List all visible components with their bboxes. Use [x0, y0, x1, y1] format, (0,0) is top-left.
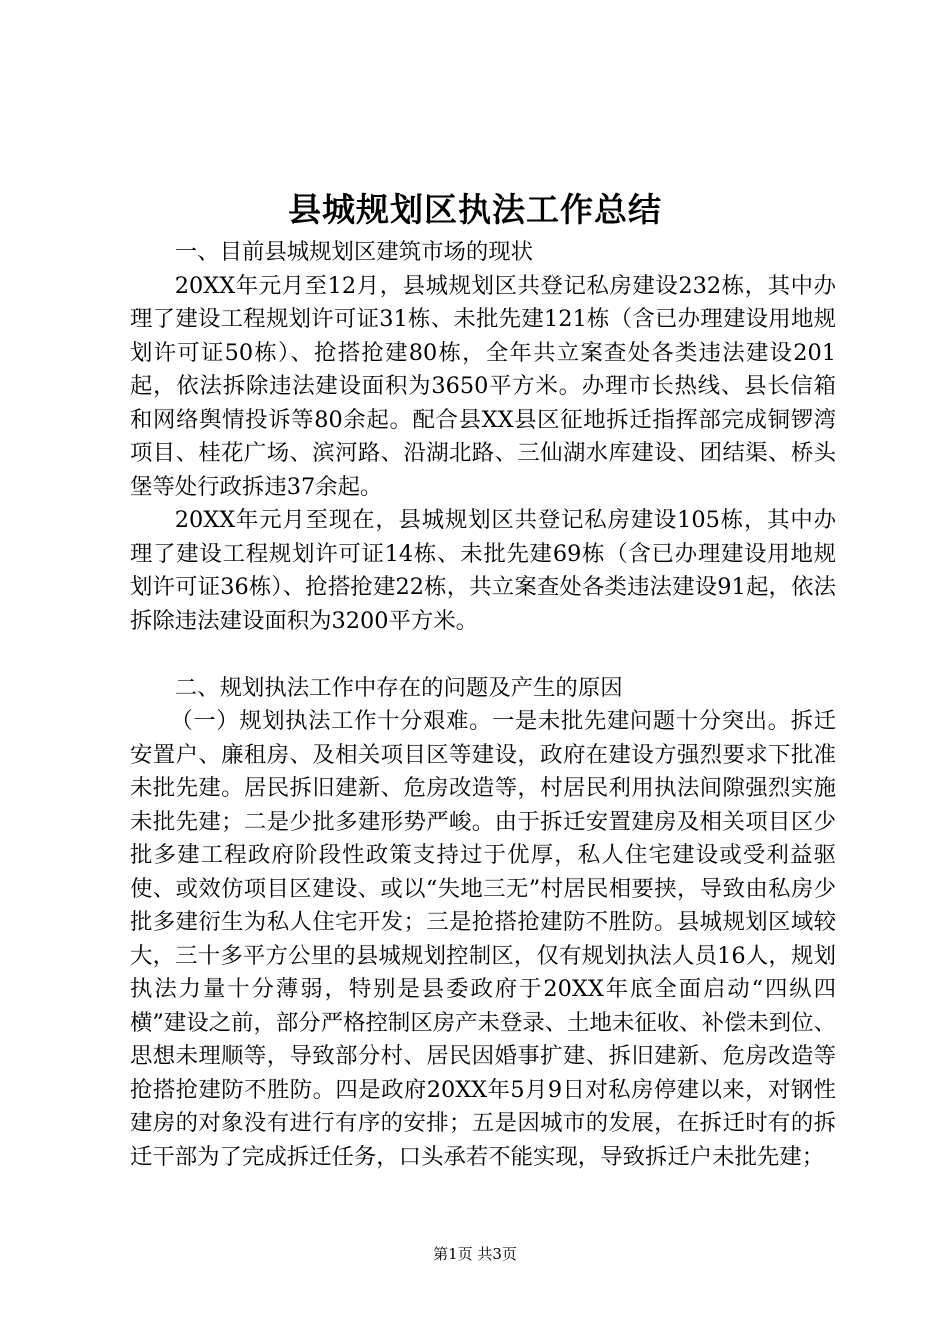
paragraph: 20XX年元月至现在，县城规划区共登记私房建设105栋，其中办理了建设工程规划许可证14栋、未批先建69栋（含已办理建设用地规划许可证36栋）、抢搭抢建22栋，共立案查处各类违法建设91起，依法拆除违法建设面积为3200平方米。 — [130, 507, 836, 634]
section-heading-1: 一、目前县城规划区建筑市场的现状 — [174, 239, 534, 265]
document-body — [130, 236, 836, 1174]
paragraph: 20XX年元月至12月，县城规划区共登记私房建设232栋，其中办理了建设工程规划许可证31栋、未批先建121栋（含已办理建设用地规划许可证50栋）、抢搭抢建80栋，全年共立案查处各类违法建设201起，依法拆除违法建设面积为3650平方米。办理市长热线、县长信箱和网络舆情投诉等80余起。配合县XX县区征地拆迁指挥部完成铜锣湾项目、桂花广场、滨河路、沿湖北路、三仙湖水库建设、团结渠、桥头堡等处行政拆违37余起。 — [130, 272, 836, 500]
section-heading-2: 二、规划执法工作中存在的问题及产生的原因 — [174, 674, 623, 701]
document-title: 县城规划区执法工作总结 — [288, 190, 662, 229]
page-footer: 第1页 共3页 — [433, 1245, 517, 1263]
paragraph: （一）规划执法工作十分艰难。一是未批先建问题十分突出。拆迁安置户、廉租房、及相关项目区等建设，政府在建设方强烈要求下批准未批先建。居民拆旧建新、危房改造等，村居民利用执法间隙强烈实施未批先建；二是少批多建形势严峻。由于拆迁安置建房及相关项目区少批多建工程政府阶段性政策支持过于优厚，私人住宅建设或受利益驱使、或效仿项目区建设、或以“失地三无”村居民相要挟，导致由私房少批多建衍生为私人住宅开发；三是抢搭抢建防不胜防。县城规划区域较大，三十多平方公里的县城规划控制区，仅有规划执法人员16人，规划执法力量十分薄弱，特别是县委政府于20XX年底全面启动“四纵四横”建设之前，部分严格控制区房产未登录、土地未征收、补偿未到位、思想未理顺等，导致部分村、居民因婚事扩建、拆旧建新、危房改造等抢搭抢建防不胜防。四是政府20XX年5月9日对私房停建以来，对钢性建房的对象没有进行有序的安排；五是因城市的发展，在拆迁时有的拆迁干部为了完成拆迁任务，口头承若不能实现，导致拆迁户未批先建； — [130, 708, 836, 1170]
